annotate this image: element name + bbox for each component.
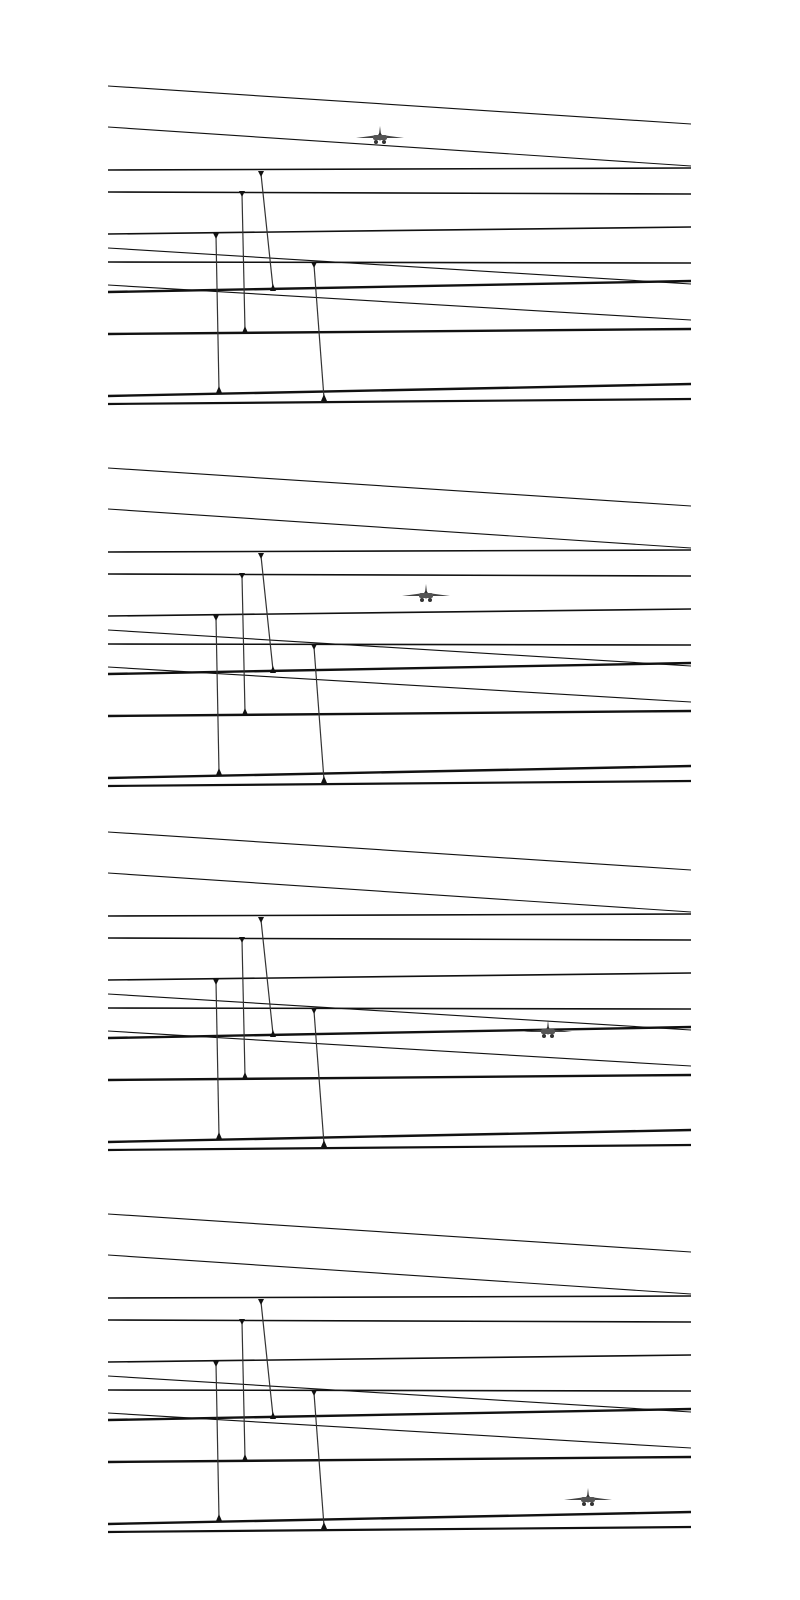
wire	[108, 1320, 691, 1322]
dropper-wire	[216, 236, 219, 390]
wire	[108, 766, 691, 778]
dropper-wire	[216, 982, 219, 1136]
dropper-wire	[261, 556, 273, 670]
wire	[108, 86, 691, 124]
clamp-top	[239, 191, 245, 197]
wire	[108, 509, 691, 548]
clamp-bottom	[242, 1072, 248, 1079]
airplane-icon	[356, 126, 404, 144]
clamp-bottom	[321, 1140, 327, 1147]
wire	[108, 227, 691, 234]
wire	[108, 1130, 691, 1142]
wire	[108, 994, 691, 1030]
clamp-bottom	[242, 1454, 248, 1461]
wire	[108, 1527, 691, 1532]
dropper-wire	[261, 174, 273, 288]
clamp-top	[213, 1361, 219, 1367]
wire	[108, 1457, 691, 1462]
dropper-wire	[216, 618, 219, 772]
wire	[108, 574, 691, 576]
clamp-bottom	[216, 1132, 222, 1139]
clamp-bottom	[216, 386, 222, 393]
clamp-bottom	[216, 768, 222, 775]
wire	[108, 914, 691, 916]
clamp-top	[213, 979, 219, 985]
clamp-bottom	[270, 666, 276, 673]
dropper-wire	[216, 1364, 219, 1518]
wire	[108, 399, 691, 404]
wire	[108, 329, 691, 334]
clamp-top	[311, 1008, 317, 1014]
clamp-bottom	[270, 1412, 276, 1419]
clamp-top	[258, 553, 264, 559]
wire	[108, 644, 691, 645]
wire	[108, 711, 691, 716]
wire	[108, 1214, 691, 1252]
wires-graphic	[108, 810, 691, 1160]
wire	[108, 609, 691, 616]
clamp-top	[213, 233, 219, 239]
wire	[108, 1512, 691, 1524]
wire	[108, 384, 691, 396]
wire	[108, 1008, 691, 1009]
airplane-icon	[402, 584, 450, 602]
clamp-top	[311, 1390, 317, 1396]
clamp-bottom	[321, 1522, 327, 1529]
clamp-bottom	[321, 776, 327, 783]
wire	[108, 1031, 691, 1066]
wire	[108, 285, 691, 320]
clamp-top	[258, 917, 264, 923]
clamp-top	[311, 262, 317, 268]
frame-2	[108, 446, 691, 796]
wire	[108, 192, 691, 194]
wire	[108, 1376, 691, 1412]
wire	[108, 1255, 691, 1294]
airplane-icon	[564, 1488, 612, 1506]
clamp-top	[239, 573, 245, 579]
wire	[108, 873, 691, 912]
wire	[108, 1355, 691, 1362]
wires-graphic	[108, 64, 691, 414]
wire	[108, 1075, 691, 1080]
clamp-top	[258, 1299, 264, 1305]
dropper-wire	[261, 920, 273, 1034]
wire	[108, 127, 691, 166]
frame-1	[108, 64, 691, 414]
dropper-wire	[261, 1302, 273, 1416]
wire	[108, 1390, 691, 1391]
wire	[108, 973, 691, 980]
clamp-bottom	[242, 708, 248, 715]
clamp-top	[239, 937, 245, 943]
clamp-top	[258, 171, 264, 177]
clamp-bottom	[270, 284, 276, 291]
wire	[108, 550, 691, 552]
clamp-top	[213, 615, 219, 621]
wires-graphic	[108, 446, 691, 796]
wire	[108, 832, 691, 870]
wire	[108, 262, 691, 263]
clamp-bottom	[270, 1030, 276, 1037]
clamp-bottom	[242, 326, 248, 333]
wire	[108, 168, 691, 170]
wire	[108, 938, 691, 940]
wire	[108, 781, 691, 786]
clamp-bottom	[216, 1514, 222, 1521]
wires-graphic	[108, 1192, 691, 1542]
wire	[108, 1296, 691, 1298]
wire	[108, 248, 691, 284]
frame-3	[108, 810, 691, 1160]
clamp-bottom	[321, 394, 327, 401]
wire	[108, 1145, 691, 1150]
wire	[108, 1413, 691, 1448]
wire	[108, 468, 691, 506]
clamp-top	[311, 644, 317, 650]
wire	[108, 630, 691, 666]
wire	[108, 667, 691, 702]
clamp-top	[239, 1319, 245, 1325]
frame-4	[108, 1192, 691, 1542]
